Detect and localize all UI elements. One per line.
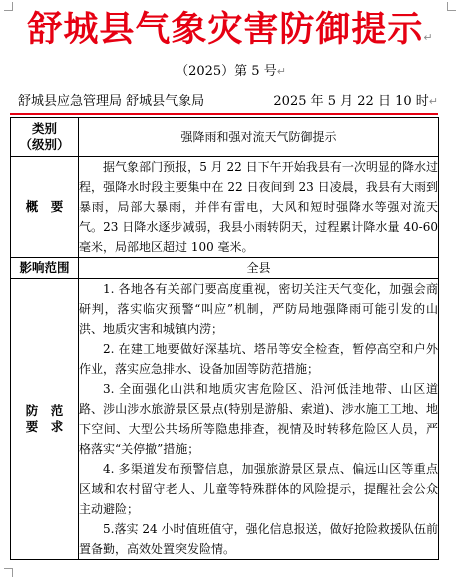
issue-number-text: （2025）第 5 号 — [175, 64, 277, 79]
red-header-rule — [10, 113, 438, 115]
type-value-cell — [79, 118, 439, 157]
paragraph-mark-icon: ↵ — [428, 95, 438, 108]
table-row — [11, 157, 439, 258]
scope-value: 全县 — [246, 261, 271, 275]
scope-label-cell — [11, 258, 79, 279]
overview-label: 概 要 — [25, 199, 64, 214]
issue-date — [273, 93, 438, 111]
measures-label-line2: 要 求 — [25, 419, 64, 434]
issue-date-text: 2025 年 5 月 22 日 10 时 — [273, 94, 429, 109]
table-row — [11, 279, 439, 560]
warning-table — [10, 117, 439, 560]
issuer-names: 舒城县应急管理局 舒城县气象局 — [18, 94, 205, 109]
measure-item: 4. 多渠道发布预警信息，加强旅游景区景点、偏远山区等重点区域和农村留守老人、儿童等特殊群体的风险提示，提醒社会公众主动避险； — [79, 462, 438, 516]
table-row — [11, 118, 439, 157]
measure-item: 1. 各地各有关部门要高度重视，密切关注天气变化，加强会商研判，落实临灾预警“叫应”机制，严防局地强降雨可能引发的山洪、地质灾害和城镇内涝； — [79, 282, 438, 336]
scope-value-cell — [79, 258, 439, 279]
document-title-text: 舒城县气象灾害防御提示 — [27, 10, 424, 50]
scope-label: 影响范围 — [19, 260, 70, 275]
measure-item: 5.落实 24 小时值班值守，强化信息报送，做好抢险救援队伍前置备勤，高效处置突发险情。 — [79, 522, 438, 556]
paragraph-mark-icon: ↵ — [276, 65, 286, 78]
document-title — [0, 6, 461, 62]
measures-cell — [79, 279, 439, 560]
overview-label-cell — [11, 157, 79, 258]
paragraph-mark-icon: ↵ — [423, 31, 434, 44]
measures-label-line1: 防 范 — [25, 403, 64, 418]
overview-text: 据气象部门预报，5 月 22 日下午开始我县有一次明显的降水过程，强降水时段主要集中在 22 日夜间到 23 日凌晨，我县有大雨到暴雨，局部大暴雨，并伴有雷电，大风和短时强降水等强对流天气。23 日降水逐步减弱，我县小雨转阴天，过程累计降水量 40-60 毫米，局部地区超过 100 毫米。 — [79, 160, 438, 254]
table-row — [11, 258, 439, 279]
type-label-cell — [11, 118, 79, 157]
measure-item: 2. 在建工地要做好深基坑、塔吊等安全检查，暂停高空和户外作业，落实应急排水、设备加固等防范措施； — [79, 342, 438, 376]
type-label: 类别 — [31, 121, 57, 136]
level-label: （级别） — [19, 137, 70, 152]
page-corner-mark — [4, 568, 13, 577]
overview-cell — [79, 157, 439, 258]
measures-label-cell — [11, 279, 79, 560]
type-value: 强降雨和强对流天气防御提示 — [180, 130, 337, 144]
measure-item: 3. 全面强化山洪和地质灾害危险区、沿河低洼地带、山区道路、涉山涉水旅游景区景点(特别是游船、索道)、涉水施工工地、地下空间、大型公共场所等隐患排查，视情及时转移危险区人员，严格落实“关停撤”措施； — [79, 382, 438, 456]
issue-number — [0, 63, 461, 81]
